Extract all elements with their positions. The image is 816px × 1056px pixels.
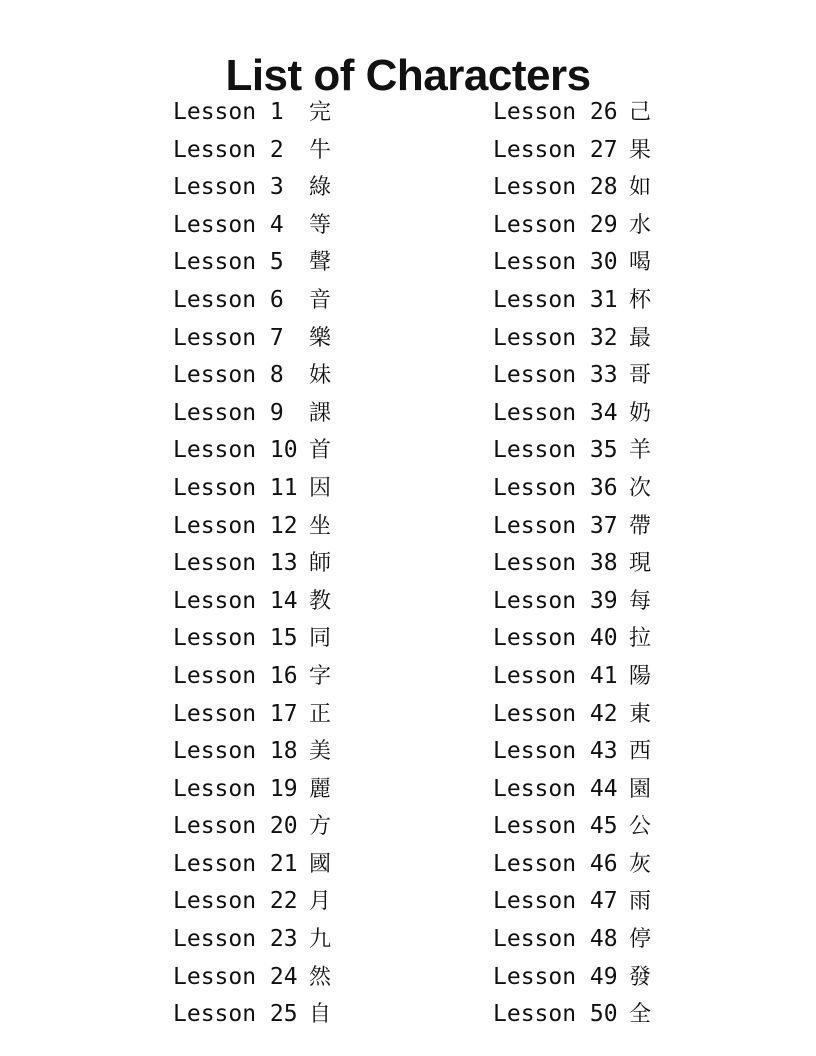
lesson-row [493,658,651,696]
lesson-label: Lesson 9 [173,399,284,426]
lesson-row [493,395,651,433]
lesson-row [493,132,651,170]
lesson-label: Lesson 27 [493,136,618,163]
lesson-row [173,620,331,658]
lesson-character: 次 [629,475,652,501]
lesson-row [493,996,651,1034]
lesson-label: Lesson 15 [173,625,298,652]
lesson-row [493,244,651,282]
lesson-label: Lesson 8 [173,362,284,389]
lesson-label: Lesson 37 [493,512,618,539]
lesson-character: 發 [629,964,652,990]
lesson-character: 首 [309,438,332,464]
lesson-character: 牛 [309,137,332,163]
lesson-label: Lesson 7 [173,324,284,351]
lesson-character: 同 [309,626,332,652]
lesson-label: Lesson 39 [493,587,618,614]
lesson-row [173,432,331,470]
lesson-row [493,846,651,884]
lesson-character: 妹 [309,363,332,389]
lesson-character: 公 [629,814,652,840]
lesson-label: Lesson 34 [493,399,618,426]
lesson-label: Lesson 33 [493,362,618,389]
lesson-row [493,696,651,734]
lesson-label: Lesson 26 [493,99,618,125]
lesson-character: 停 [629,927,652,953]
lesson-label: Lesson 45 [493,813,618,840]
lesson-label: Lesson 32 [493,324,618,351]
lesson-label: Lesson 46 [493,850,618,877]
lesson-label: Lesson 4 [173,211,284,238]
lesson-list-right-column [493,94,651,1034]
lesson-row [173,921,331,959]
lesson-character: 樂 [309,325,332,351]
lesson-row [173,282,331,320]
lesson-row [493,357,651,395]
lesson-character: 課 [309,400,332,426]
lesson-row [173,395,331,433]
lesson-row [493,94,651,132]
lesson-label: Lesson 47 [493,888,618,915]
lesson-row [173,207,331,245]
lesson-row [493,207,651,245]
lesson-character: 東 [629,701,652,727]
lesson-label: Lesson 30 [493,249,618,276]
lesson-character: 喝 [629,250,652,276]
lesson-character: 現 [629,551,652,577]
lesson-row [493,583,651,621]
lesson-row [173,169,331,207]
lesson-character: 全 [629,1002,652,1028]
lesson-row [173,583,331,621]
lesson-row [493,508,651,546]
lesson-list-left-column [173,94,331,1034]
lesson-label: Lesson 17 [173,700,298,727]
lesson-row [173,771,331,809]
lesson-label: Lesson 35 [493,437,618,464]
lesson-row [493,320,651,358]
lesson-label: Lesson 23 [173,926,298,953]
lesson-row [173,696,331,734]
lesson-character: 坐 [309,513,332,539]
lesson-label: Lesson 42 [493,700,618,727]
lesson-character: 帶 [629,513,652,539]
lesson-character: 字 [309,663,332,689]
lesson-label: Lesson 13 [173,550,298,577]
lesson-character: 雨 [629,889,652,915]
lesson-row [493,282,651,320]
lesson-character: 麗 [309,776,332,802]
lesson-row [173,470,331,508]
lesson-character: 師 [309,551,332,577]
lesson-character: 正 [309,701,332,727]
lesson-character: 因 [309,475,332,501]
lesson-character: 果 [629,137,652,163]
lesson-label: Lesson 28 [493,174,618,201]
lesson-label: Lesson 5 [173,249,284,276]
lesson-character: 九 [309,927,332,953]
lesson-row [173,883,331,921]
lesson-label: Lesson 41 [493,662,618,689]
lesson-row [173,808,331,846]
lesson-label: Lesson 1 [173,99,284,125]
lesson-character: 聲 [309,250,332,276]
lesson-character: 灰 [629,851,652,877]
lesson-label: Lesson 49 [493,963,618,990]
lesson-label: Lesson 38 [493,550,618,577]
lesson-character: 國 [309,851,332,877]
lesson-row [493,883,651,921]
lesson-character: 己 [629,100,652,125]
lesson-label: Lesson 3 [173,174,284,201]
lesson-character: 西 [629,739,652,765]
lesson-character: 美 [309,739,332,765]
lesson-row [173,132,331,170]
lesson-character: 哥 [629,363,652,389]
lesson-character: 奶 [629,400,652,426]
lesson-label: Lesson 36 [493,474,618,501]
lesson-label: Lesson 2 [173,136,284,163]
lesson-label: Lesson 25 [173,1001,298,1028]
lesson-row [173,545,331,583]
lesson-character: 園 [629,776,652,802]
lesson-character: 拉 [629,626,652,652]
lesson-label: Lesson 11 [173,474,298,501]
lesson-character: 水 [629,212,652,238]
lesson-label: Lesson 48 [493,926,618,953]
lesson-label: Lesson 21 [173,850,298,877]
lesson-row [173,658,331,696]
lesson-row [493,620,651,658]
lesson-label: Lesson 14 [173,587,298,614]
lesson-character: 音 [309,287,332,313]
lesson-character: 教 [309,588,332,614]
lesson-character: 等 [309,212,332,238]
lesson-row [173,320,331,358]
lesson-row [493,921,651,959]
lesson-character: 方 [309,814,332,840]
lesson-character: 羊 [629,438,652,464]
lesson-label: Lesson 12 [173,512,298,539]
lesson-label: Lesson 22 [173,888,298,915]
lesson-character: 綠 [309,175,332,201]
lesson-row [173,244,331,282]
lesson-character: 自 [309,1002,332,1028]
lesson-character: 陽 [629,663,652,689]
lesson-label: Lesson 31 [493,286,618,313]
page-title: List of Characters [225,51,591,101]
lesson-character: 月 [309,889,332,915]
lesson-label: Lesson 20 [173,813,298,840]
lesson-row [493,808,651,846]
lesson-row [173,846,331,884]
lesson-row [493,959,651,997]
lesson-row [173,996,331,1034]
lesson-row [173,959,331,997]
lesson-row [493,771,651,809]
lesson-label: Lesson 29 [493,211,618,238]
lesson-label: Lesson 43 [493,738,618,765]
lesson-row [493,169,651,207]
lesson-row [493,432,651,470]
lesson-label: Lesson 6 [173,286,284,313]
lesson-character: 杯 [629,287,652,313]
lesson-row [493,470,651,508]
lesson-label: Lesson 10 [173,437,298,464]
lesson-character: 然 [309,964,332,990]
lesson-row [173,733,331,771]
lesson-label: Lesson 19 [173,775,298,802]
lesson-label: Lesson 18 [173,738,298,765]
lesson-label: Lesson 44 [493,775,618,802]
lesson-character: 如 [629,175,652,201]
lesson-label: Lesson 40 [493,625,618,652]
lesson-row [173,508,331,546]
lesson-label: Lesson 16 [173,662,298,689]
lesson-character: 每 [629,588,652,614]
lesson-character: 最 [629,325,652,351]
lesson-character: 完 [309,100,332,125]
lesson-label: Lesson 50 [493,1001,618,1028]
lesson-row [173,357,331,395]
lesson-row [173,94,331,132]
lesson-label: Lesson 24 [173,963,298,990]
lesson-row [493,545,651,583]
lesson-row [493,733,651,771]
